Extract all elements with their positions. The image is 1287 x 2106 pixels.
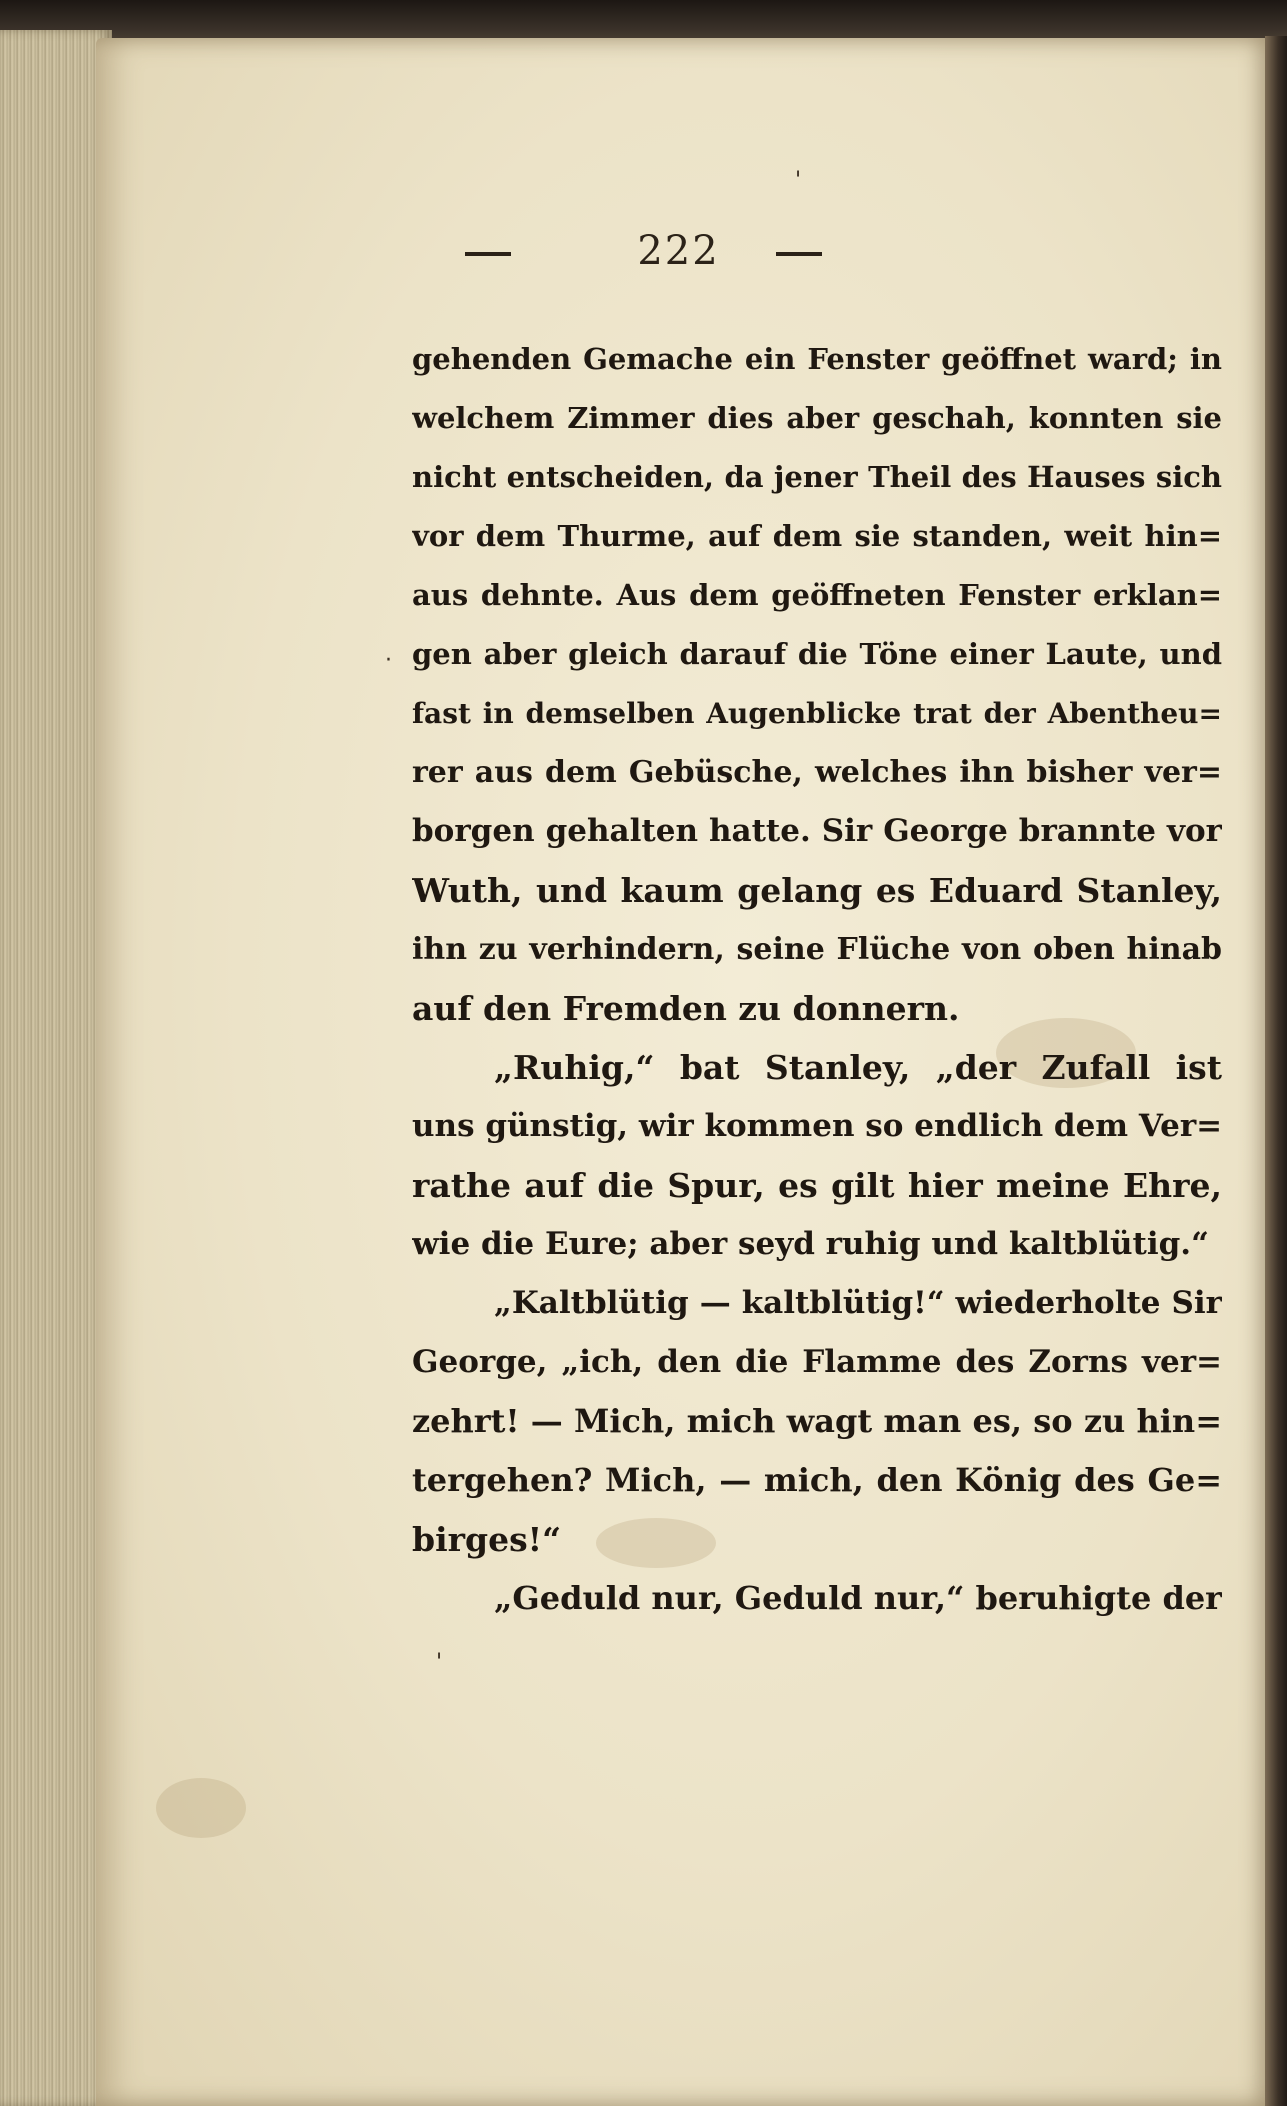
text-line: gen aber gleich darauf die Töne einer Laute, und: [412, 637, 1222, 671]
text-line: wie die Eure; aber seyd ruhig und kaltblütig.“: [412, 1226, 1209, 1262]
text-line: borgen gehalten hatte. Sir George brannte vor: [412, 813, 1222, 849]
book-cover-edge: [0, 0, 1287, 42]
text-line: auf den Fremden zu donnern.: [412, 989, 960, 1028]
ink-speck: ·: [385, 648, 392, 673]
text-line: rathe auf die Spur, es gilt hier meine Ehre,: [412, 1166, 1222, 1205]
paper-stain: [156, 1778, 246, 1838]
header-dash-right: [776, 252, 822, 256]
text-line: Wuth, und kaum gelang es Eduard Stanley,: [412, 871, 1222, 910]
text-line: rer aus dem Gebüsche, welches ihn bisher ver=: [412, 755, 1222, 790]
text-line: uns günstig, wir kommen so endlich dem Ver=: [412, 1108, 1222, 1144]
text-line: „Geduld nur, Geduld nur,“ beruhigte der: [494, 1579, 1222, 1617]
text-line: fast in demselben Augenblicke trat der Abentheu=: [412, 697, 1222, 730]
text-line: vor dem Thurme, auf dem sie standen, weit hin=: [412, 519, 1222, 553]
text-line: nicht entscheiden, da jener Theil des Hauses sich: [412, 460, 1222, 494]
text-line: „Kaltblütig — kaltblütig!“ wiederholte Sir: [494, 1285, 1222, 1321]
page-number: 222: [637, 228, 720, 274]
ink-speck: ': [436, 1650, 443, 1675]
text-line: tergehen? Mich, — mich, den König des Ge=: [412, 1461, 1222, 1499]
text-line: gehenden Gemache ein Fenster geöffnet ward; in: [412, 342, 1222, 376]
text-line: „Ruhig,“ bat Stanley, „der Zufall ist: [494, 1048, 1222, 1087]
text-line: birges!“: [412, 1520, 562, 1559]
text-line: ihn zu verhindern, seine Flüche von oben hinab: [412, 932, 1222, 967]
text-line: welchem Zimmer dies aber geschah, konnten sie: [412, 401, 1222, 435]
header-dash-left: [465, 252, 511, 256]
running-head: [0, 228, 1287, 274]
body-text: [412, 330, 1222, 1628]
book-spine-edge: [1265, 36, 1287, 2106]
ink-speck: ': [795, 168, 802, 193]
text-line: George, „ich, den die Flamme des Zorns ver=: [412, 1344, 1222, 1380]
text-line: zehrt! — Mich, mich wagt man es, so zu hin=: [412, 1402, 1222, 1440]
text-line: aus dehnte. Aus dem geöffneten Fenster erklan=: [412, 578, 1222, 612]
